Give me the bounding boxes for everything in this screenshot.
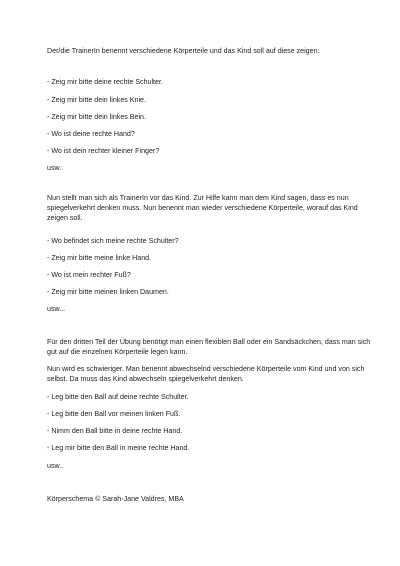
section3-intro-2: Nun wird es schwieriger. Man benennt abwechselnd verschiedene Körperteile vom Kind und von sich selbst. Da muss das Kind abwechseln spiegelverkehrt denken. (47, 365, 365, 383)
section2-item-4: - Zeig mir bitte meinen linken Daumen. (47, 288, 169, 296)
section3-usw: usw.. (47, 462, 64, 470)
section2-intro: Nun stellt man sich als TrainerIn vor das Kind. Zur Hilfe kann man dem Kind sagen, dass es nun spiegelverkehrt denken muss. Nun benennt man wieder verschiedene Körperteile, worauf das Kind zeigen soll. (47, 194, 358, 222)
section3-item-2: - Leg bitte den Ball vor meinen linken Fuß. (47, 410, 181, 418)
section1-item-5: - Wo ist dein rechter kleiner Finger? (47, 147, 160, 155)
section1-item-3: - Zeig mir bitte dein linkes Bein. (47, 113, 146, 121)
section3-intro: Für den dritten Teil der Übung benötigt man einen flexiblen Ball oder ein Sandsäckchen, dass man sich gut auf die einzelnen Körperteile legen kann. (47, 338, 371, 356)
section1-item-1: - Zeig mir bitte deine rechte Schulter. (47, 78, 163, 86)
section1-item-4: - Wo ist deine rechte Hand? (47, 130, 135, 138)
section3-item-4: - Leg mir bitte den Ball in meine rechte Hand. (47, 444, 190, 452)
copyright-footer: Körperschema © Sarah-Jane Valdres, MBA (47, 495, 184, 503)
section3-item-3: - Nimm den Ball bitte in deine rechte Hand. (47, 427, 183, 435)
section2-usw: usw... (47, 305, 66, 313)
section2-item-1: - Wo befindet sich meine rechte Schulter? (47, 237, 179, 245)
section3-item-1: - Leg bitte den Ball auf deine rechte Schulter. (47, 393, 189, 401)
section2-item-3: - Wo ist mein rechter Fuß? (47, 271, 131, 279)
section1-item-2: - Zeig mir bitte dein linkes Knie. (47, 96, 146, 104)
section1-usw: usw. (47, 164, 62, 172)
section1-intro: Der/die TrainerIn benennt verschiedene Körperteile und das Kind soll auf diese zeigen: (47, 47, 320, 55)
document-page (47, 0, 377, 566)
section2-item-2: - Zeig mir bitte meine linke Hand. (47, 254, 152, 262)
